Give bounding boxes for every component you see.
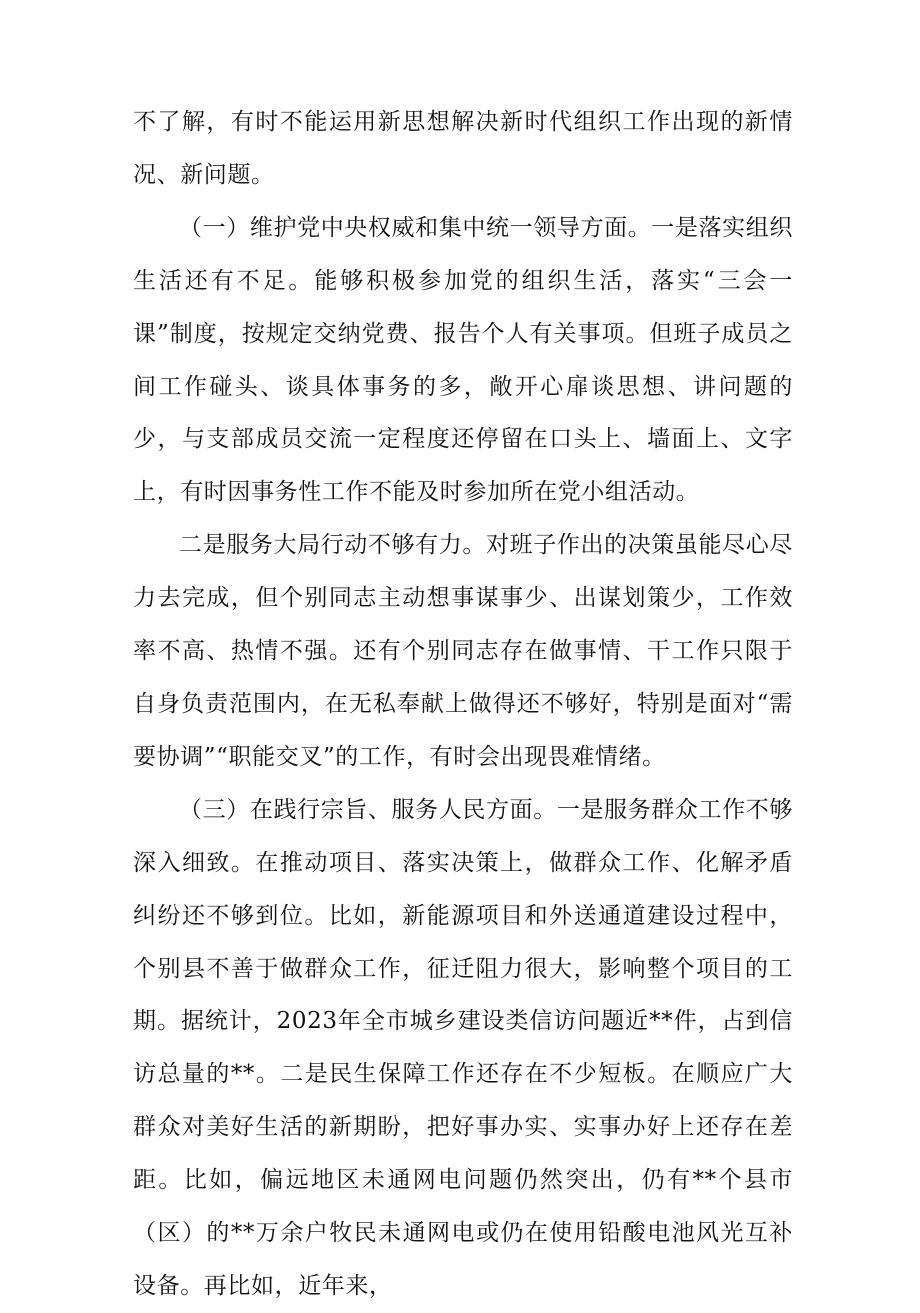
paragraph-continuation: 不了解，有时不能运用新思想解决新时代组织工作出现的新情况、新问题。 — [133, 109, 793, 188]
paragraph-section-three: （三）在践行宗旨、服务人民方面。一是服务群众工作不够深入细致。在推动项目、落实决策上，做群众工作、化解矛盾纠纷还不够到位。比如，新能源项目和外送通道建设过程中，个别县不善于做群众工作，征迁阻力很大，影响整个项目的工期。据统计，2023年全市城乡建设类信访问题近**件，占到信访总量的**。二是民生保障工作还存在不少短板。在顺应广大群众对美好生活的新期盼，把好事办实、实事办好上还存在差距。比如，偏远地区未通网电问题仍然突出，仍有**个县市（区）的**万余户牧民未通网电或仍在使用铅酸电池风光互补设备。再比如，近年来， — [133, 796, 793, 1299]
paragraph-section-one: （一）维护党中央权威和集中统一领导方面。一是落实组织生活还有不足。能够积极参加党的组织生活，落实“三会一课”制度，按规定交纳党费、报告个人有关事项。但班子成员之间工作碰头、谈具体事务的多，敞开心扉谈思想、讲问题的少，与支部成员交流一定程度还停留在口头上、墙面上、文字上，有时因事务性工作不能及时参加所在党小组活动。 — [133, 214, 793, 506]
paragraph-service-overall: 二是服务大局行动不够有力。对班子作出的决策虽能尽心尽力去完成，但个别同志主动想事谋事少、出谋划策少，工作效率不高、热情不强。还有个别同志存在做事情、干工作只限于自身负责范围内，在无私奉献上做得还不够好，特别是面对“需要协调”“职能交叉”的工作，有时会出现畏难情绪。 — [133, 532, 793, 770]
document-body — [133, 96, 793, 1313]
